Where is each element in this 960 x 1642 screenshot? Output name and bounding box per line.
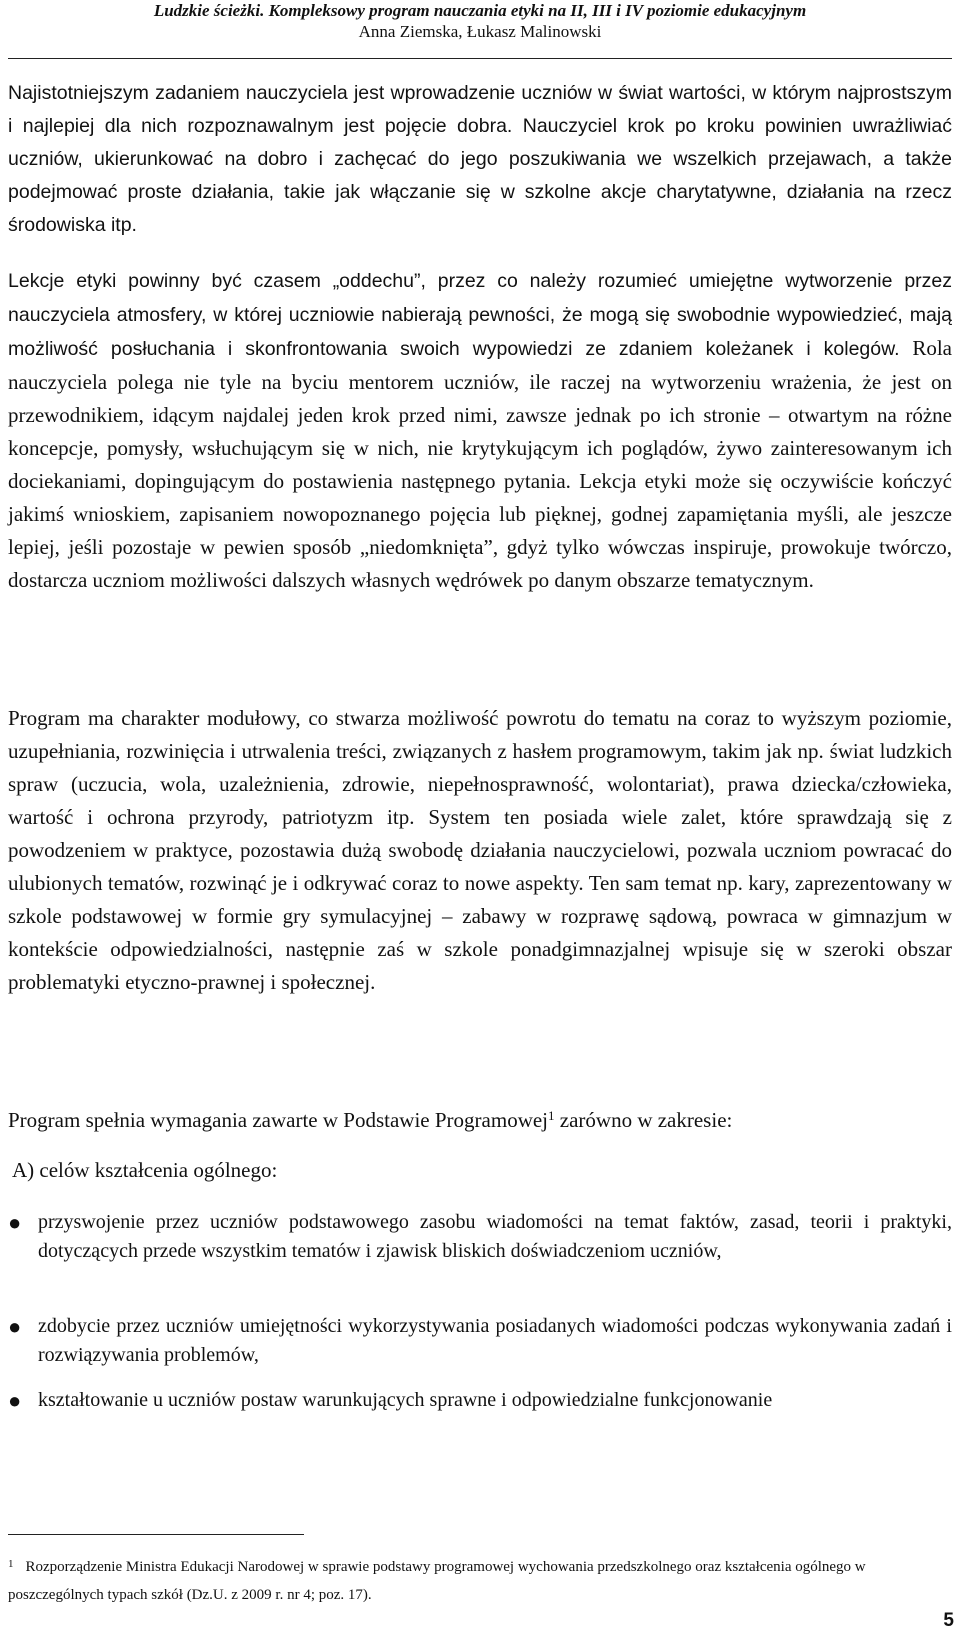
- list-item-text: kształtowanie u uczniów postaw warunkujących sprawne i odpowiedzialne funkcjonowanie: [38, 1389, 773, 1411]
- paragraph-2: [8, 264, 952, 597]
- list-item-text: przyswojenie przez uczniów podstawowego zasobu wiadomości na temat faktów, zasad, teorii i praktyki, dotyczących przede wszystkim tematów i zjawisk bliskich doświadczeniom uczniów,: [38, 1211, 952, 1262]
- paragraph-4-tail: zarówno w zakresie:: [554, 1108, 733, 1132]
- page-number: 5: [943, 1610, 954, 1631]
- footnote-divider: [8, 1534, 304, 1535]
- list-item: [8, 1386, 952, 1415]
- bullet-icon: ●: [8, 1388, 22, 1413]
- bullet-icon: ●: [8, 1210, 22, 1235]
- footnote-number: 1: [8, 1558, 14, 1570]
- footnote: [8, 1553, 952, 1609]
- paragraph-1: Najistotniejszym zadaniem nauczyciela jest wprowadzenie uczniów w świat wartości, w którym najprostszym i najlepiej dla nich rozpoznawalnym jest pojęcie dobra. Nauczyciel krok po kroku powinien uwrażliwiać uczniów, ukierunkować na dobro i zachęcać do jego poszukiwania we wszelkich przejawach, a także podejmować proste działania, takie jak włączanie się w szkolne akcje charytatywne, działania na rzecz środowiska itp.: [8, 82, 952, 236]
- document-title: Ludzkie ścieżki. Kompleksowy program nauczania etyki na II, III i IV poziomie edukacyjnym: [153, 1, 807, 20]
- paragraph-2-part-2: Rola nauczyciela polega nie tyle na byciu mentorem uczniów, ile raczej na wytworzeniu wrażenia, że jest on przewodnikiem, idącym najdalej jeden krok przed nimi, zawsze jednak po ich stronie – otwartym na różne koncepcje, pomysły, wsłuchującym się w nich, nie krytykującym ich poglądów, żywo zainteresowanym ich dociekaniami, dopingującym do postawienia następnego pytania. Lekcja etyki może się oczywiście kończyć jakimś wnioskiem, zapisaniem nowopoznanego pojęcia lub pięknej, godnej zapamiętania myśli, ale jeszcze lepiej, jeśli pozostaje w pewien sposób „niedomknięta”, gdyż tylko wówczas inspiruje, prowokuje twórczo, dostarcza uczniom możliwości dalszych własnych wędrówek po danym obszarze tematycznym.: [8, 336, 953, 592]
- paragraph-4-text: Program spełnia wymagania zawarte w Podstawie Programowej: [8, 1108, 549, 1132]
- paragraph-2-part-1: Lekcje etyki powinny być czasem „oddechu”, przez co należy rozumieć umiejętne wytworzenie przez nauczyciela atmosfery, w której uczniowie nabierają pewności, że mogą się swobodnie wypowiedzieć, mają możliwość posłuchania i skonfrontowania swoich wypowiedzi ze zdaniem koleżanek i kolegów.: [8, 270, 952, 360]
- header-divider: [8, 58, 952, 59]
- document-authors: Anna Ziemska, Łukasz Malinowski: [358, 22, 602, 41]
- list-item: [8, 1312, 952, 1370]
- list-item-text: zdobycie przez uczniów umiejętności wykorzystywania posiadanych wiadomości podczas wykonywania zadań i rozwiązywania problemów,: [38, 1315, 952, 1366]
- footnote-text: Rozporządzenie Ministra Edukacji Narodowej w sprawie podstawy programowej wychowania przedszkolnego oraz kształcenia ogólnego w poszczególnych typach szkół (Dz.U. z 2009 r. nr 4; poz. 17).: [8, 1559, 866, 1603]
- paragraph-3: Program ma charakter modułowy, co stwarza możliwość powrotu do tematu na coraz to wyższym poziomie, uzupełniania, rozwinięcia i utrwalenia treści, związanych z hasłem programowym, takim jak np. świat ludzkich spraw (uczucia, wola, uzależnienia, zdrowie, niepełnosprawność, wolontariat), prawa dziecka/człowieka, wartość i ochrona przyrody, patriotyzm itp. System ten posiada wiele zalet, które sprawdzają się z powodzeniem w praktyce, pozostawia dużą swobodę działania nauczycielowi, pozwala uczniom powracać do ulubionych tematów, rozwinąć je i odkrywać coraz to nowe aspekty. Ten sam temat np. kary, zaprezentowany w szkole podstawowej w formie gry symulacyjnej – zabawy w rozprawę sądową, powraca w gimnazjum w kontekście odpowiedzialności, następnie zaś w szkole ponadgimnazjalnej wpisuje się w szeroki obszar problematyki etyczno-prawnej i społecznej.: [8, 706, 952, 994]
- paragraph-4: [8, 1105, 952, 1135]
- page-header: [0, 0, 960, 42]
- section-heading-a: A) celów kształcenia ogólnego:: [12, 1158, 278, 1182]
- footnote-ref: 1: [548, 1108, 555, 1123]
- list-item: [8, 1208, 952, 1266]
- bullet-icon: ●: [8, 1314, 22, 1339]
